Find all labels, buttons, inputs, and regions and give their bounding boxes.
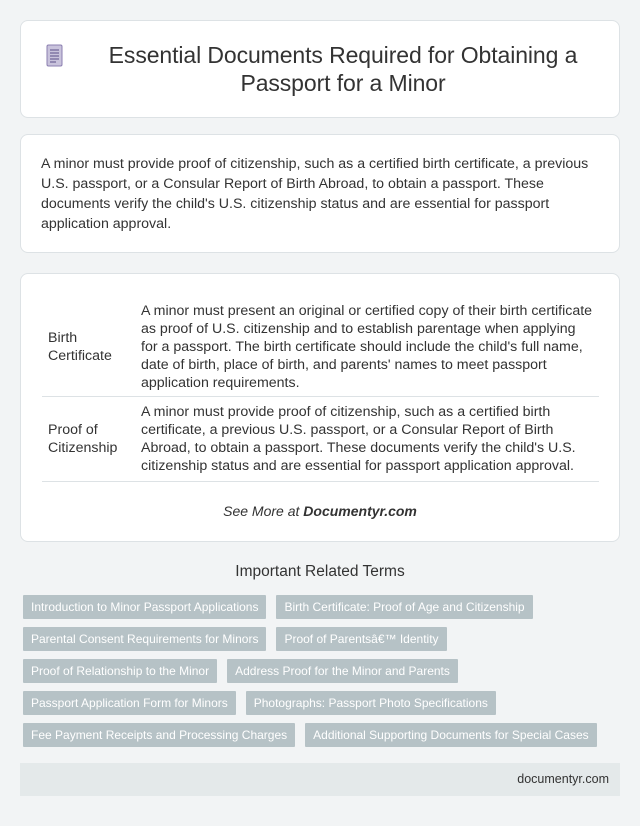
related-term-tag[interactable]: Proof of Parentsâ€™ Identity <box>276 627 446 651</box>
footer <box>20 763 620 796</box>
documents-table <box>42 298 599 482</box>
intro-card <box>20 134 620 253</box>
related-term-tag[interactable]: Parental Consent Requirements for Minors <box>23 627 266 651</box>
table-term: Birth Certificate <box>42 298 135 396</box>
table-row <box>42 298 599 396</box>
related-term-tag[interactable]: Additional Supporting Documents for Special Cases <box>305 723 596 747</box>
see-more-prefix: See More at <box>223 503 304 519</box>
intro-paragraph: A minor must provide proof of citizenship, such as a certified birth certificate, a previous U.S. passport, or a Consular Report of Birth Abroad, to obtain a passport. These documents verify the child's U.S. citizenship status and are essential for passport application approval. <box>41 156 589 232</box>
related-term-tag[interactable]: Fee Payment Receipts and Processing Charges <box>23 723 295 747</box>
related-term-tag[interactable]: Photographs: Passport Photo Specifications <box>246 691 496 715</box>
document-icon <box>45 44 65 68</box>
table-description: A minor must provide proof of citizenship, such as a certified birth certificate, a previous U.S. passport, or a Consular Report of Birth Abroad, to obtain a passport. These documents verify the child's U.S. citizenship status and are essential for passport application approval. <box>135 396 599 481</box>
title-card <box>20 20 620 118</box>
related-term-tag[interactable]: Birth Certificate: Proof of Age and Citizenship <box>276 595 532 619</box>
footer-site[interactable]: documentyr.com <box>517 772 609 786</box>
see-more-link[interactable] <box>21 503 619 519</box>
related-term-tag[interactable]: Passport Application Form for Minors <box>23 691 236 715</box>
related-terms-heading: Important Related Terms <box>235 563 405 580</box>
table-term: Proof of Citizenship <box>42 396 135 481</box>
see-more-site: Documentyr.com <box>303 503 417 519</box>
table-description: A minor must present an original or certified copy of their birth certificate as proof of U.S. citizenship and to establish parentage when applying for a passport. The birth certificate should include the child's full name, date of birth, place of birth, and parents' names to meet passport application requirements. <box>135 298 599 396</box>
related-term-tag[interactable]: Address Proof for the Minor and Parents <box>227 659 458 683</box>
related-term-tag[interactable]: Introduction to Minor Passport Applications <box>23 595 266 619</box>
related-terms-tags <box>23 595 623 755</box>
related-term-tag[interactable]: Proof of Relationship to the Minor <box>23 659 217 683</box>
table-row <box>42 396 599 481</box>
page-title: Essential Documents Required for Obtaining a Passport for a Minor <box>108 42 578 96</box>
documents-table-card <box>20 273 620 542</box>
